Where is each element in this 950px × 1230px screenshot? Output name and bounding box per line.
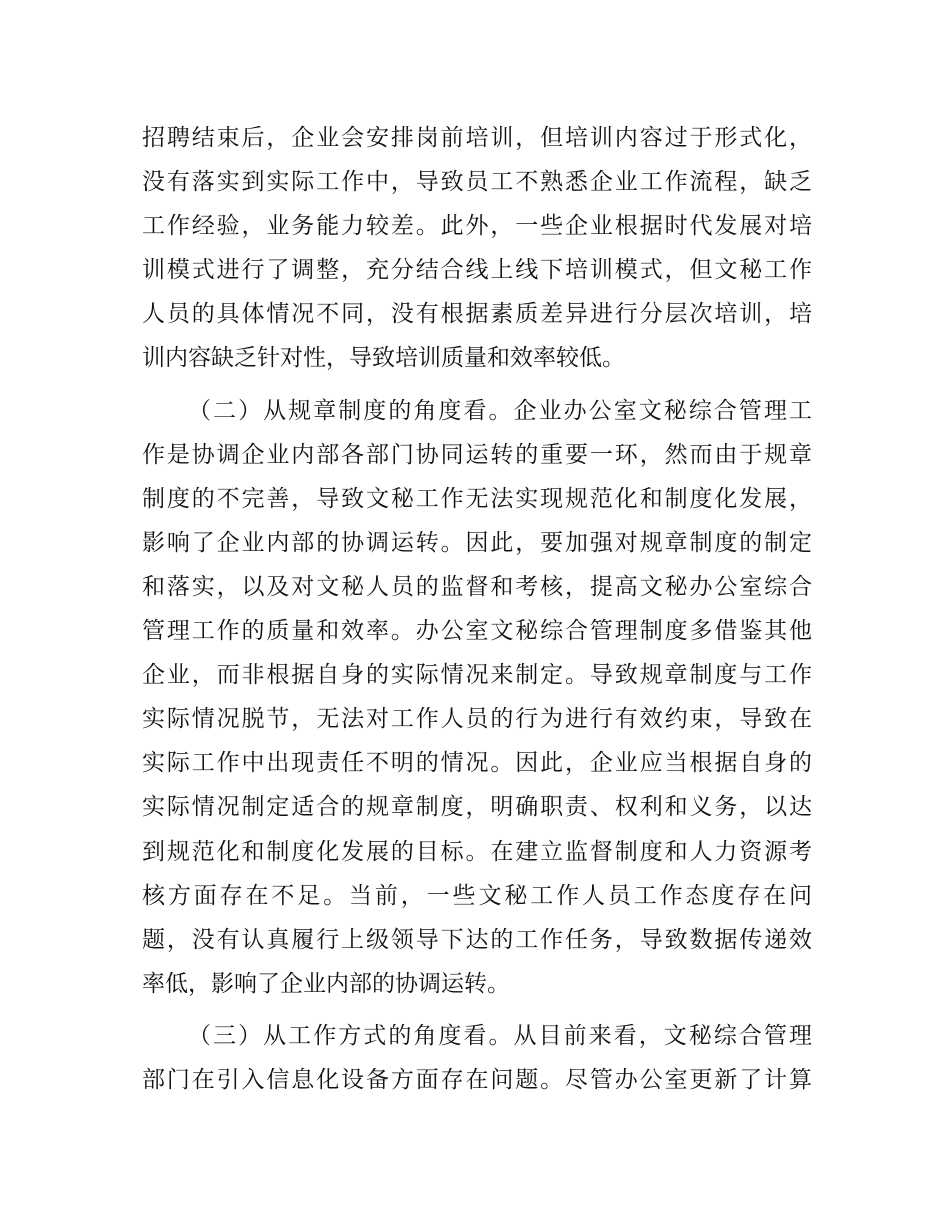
paragraph-work-methods xyxy=(142,1014,812,1102)
text-line: 招聘结束后，企业会安排岗前培训，但培训内容过于形式化， xyxy=(142,125,812,151)
text-line: 部门在引入信息化设备方面存在问题。尽管办公室更新了计算 xyxy=(142,1066,812,1093)
text-line: 训模式进行了调整，充分结合线上线下培训模式，但文秘工作 xyxy=(142,257,812,284)
text-line: 和落实，以及对文秘人员的监督和考核，提高文秘办公室综合 xyxy=(142,573,812,600)
paragraph-regulations xyxy=(142,389,812,1006)
text-line: 实际情况脱节，无法对工作人员的行为进行有效约束，导致在 xyxy=(142,706,812,733)
text-line: 率低，影响了企业内部的协调运转。 xyxy=(142,970,510,997)
document-body xyxy=(142,116,812,1102)
text-line: 没有落实到实际工作中，导致员工不熟悉企业工作流程，缺乏 xyxy=(142,169,812,196)
paragraph-spacing xyxy=(142,381,812,389)
text-line: 管理工作的质量和效率。办公室文秘综合管理制度多借鉴其他 xyxy=(142,618,812,645)
section-heading-line: （三）从工作方式的角度看。从目前来看，文秘综合管理 xyxy=(188,1022,812,1049)
paragraph-spacing xyxy=(142,1006,812,1014)
text-line: 影响了企业内部的协调运转。因此，要加强对规章制度的制定 xyxy=(142,529,812,556)
text-line: 人员的具体情况不同，没有根据素质差异进行分层次培训，培 xyxy=(142,301,812,328)
section-heading-line: （二）从规章制度的角度看。企业办公室文秘综合管理工 xyxy=(188,397,812,424)
text-line: 核方面存在不足。当前，一些文秘工作人员工作态度存在问 xyxy=(142,882,812,909)
text-line: 工作经验，业务能力较差。此外，一些企业根据时代发展对培 xyxy=(142,213,812,240)
text-line: 到规范化和制度化发展的目标。在建立监督制度和人力资源考 xyxy=(142,838,812,865)
text-line: 实际情况制定适合的规章制度，明确职责、权利和义务，以达 xyxy=(142,794,812,821)
text-line: 制度的不完善，导致文秘工作无法实现规范化和制度化发展， xyxy=(142,485,812,512)
text-line: 训内容缺乏针对性，导致培训质量和效率较低。 xyxy=(142,345,625,372)
text-line: 作是协调企业内部各部门协同运转的重要一环，然而由于规章 xyxy=(142,441,812,468)
text-line: 实际工作中出现责任不明的情况。因此，企业应当根据自身的 xyxy=(142,750,812,777)
paragraph-training xyxy=(142,116,812,381)
text-line: 企业，而非根据自身的实际情况来制定。导致规章制度与工作 xyxy=(142,662,812,689)
text-line: 题，没有认真履行上级领导下达的工作任务，导致数据传递效 xyxy=(142,926,812,953)
